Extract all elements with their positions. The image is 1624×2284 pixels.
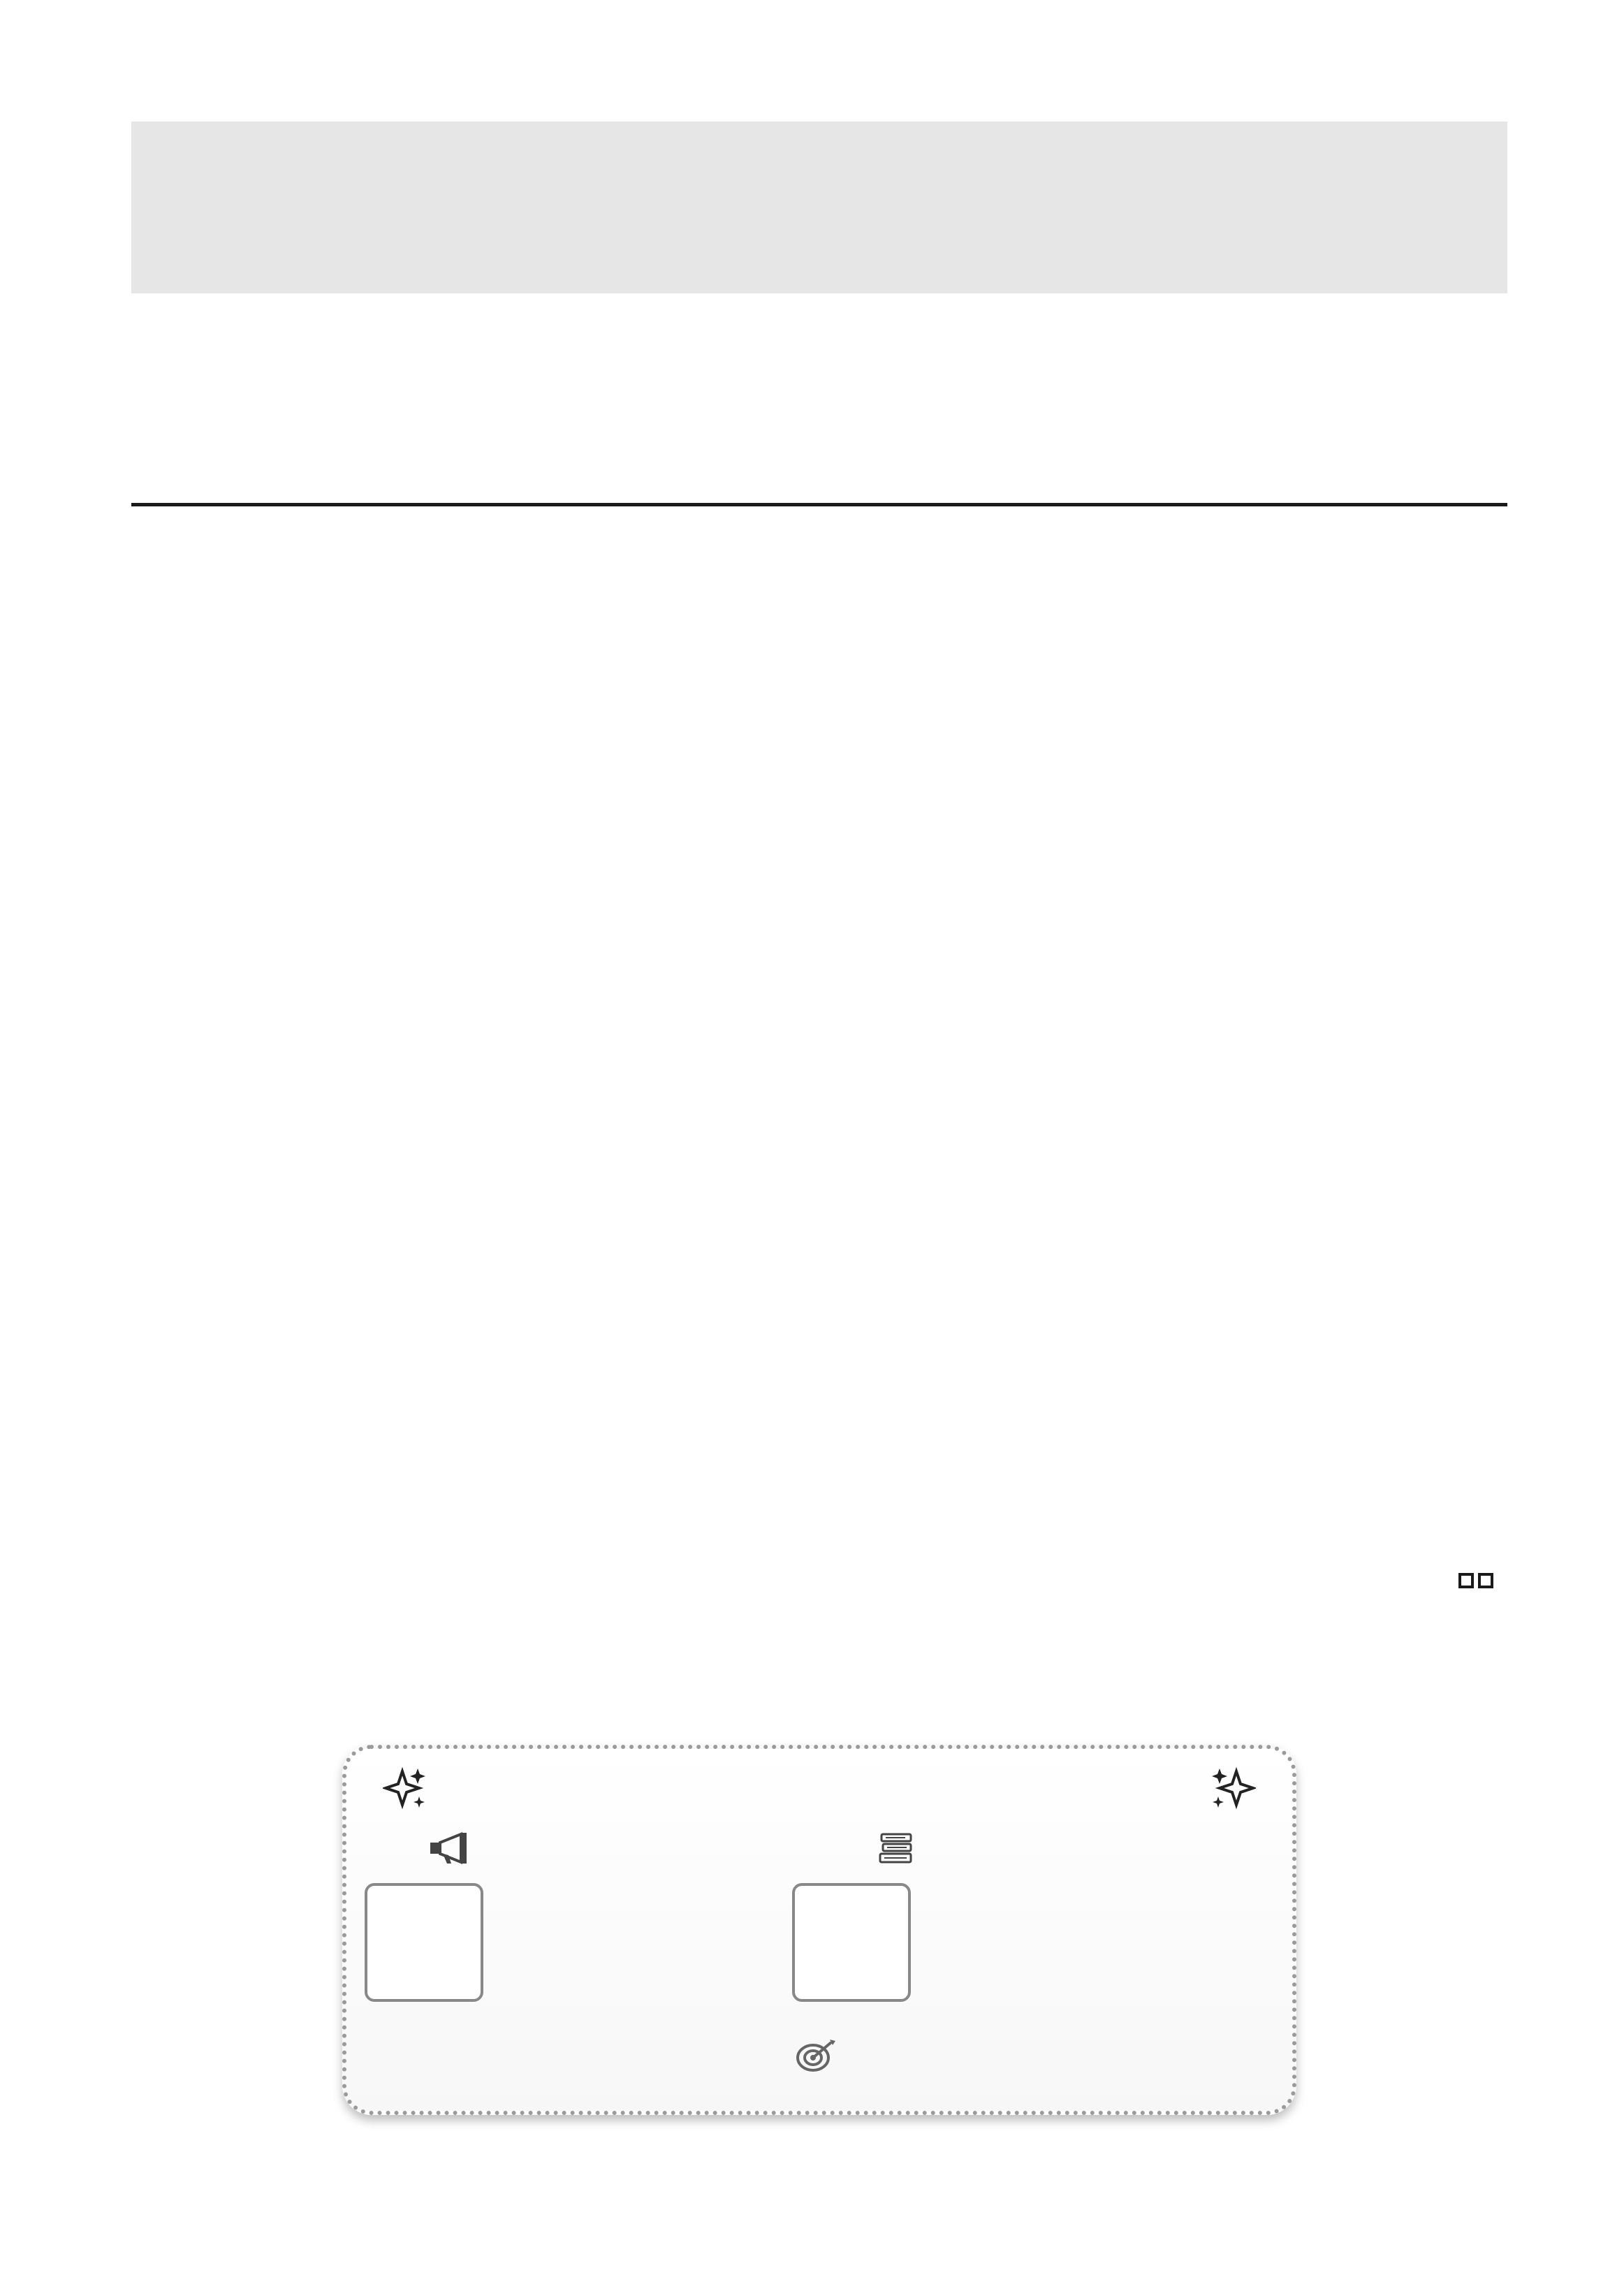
left-column	[131, 515, 802, 627]
title-band	[131, 122, 1507, 293]
sparkle-icon	[1210, 1766, 1256, 1812]
sparkle-icon	[383, 1766, 429, 1812]
qr-code-icon[interactable]	[365, 1883, 483, 2002]
info-footnote	[346, 2038, 1292, 2073]
section-heading-prose	[131, 515, 802, 571]
info-box	[342, 1745, 1296, 2115]
target-icon	[795, 2038, 837, 2073]
section-subheading-footprints	[835, 571, 1507, 626]
qr-code-icon[interactable]	[792, 1883, 911, 2002]
right-column	[835, 515, 1507, 626]
megaphone-icon	[427, 1831, 476, 1865]
end-mark-icon	[1458, 1573, 1493, 1588]
section-heading-poetry	[131, 571, 802, 627]
books-icon	[879, 1831, 914, 1866]
section-heading-supplementary	[835, 515, 1507, 571]
divider-rule	[131, 503, 1507, 506]
